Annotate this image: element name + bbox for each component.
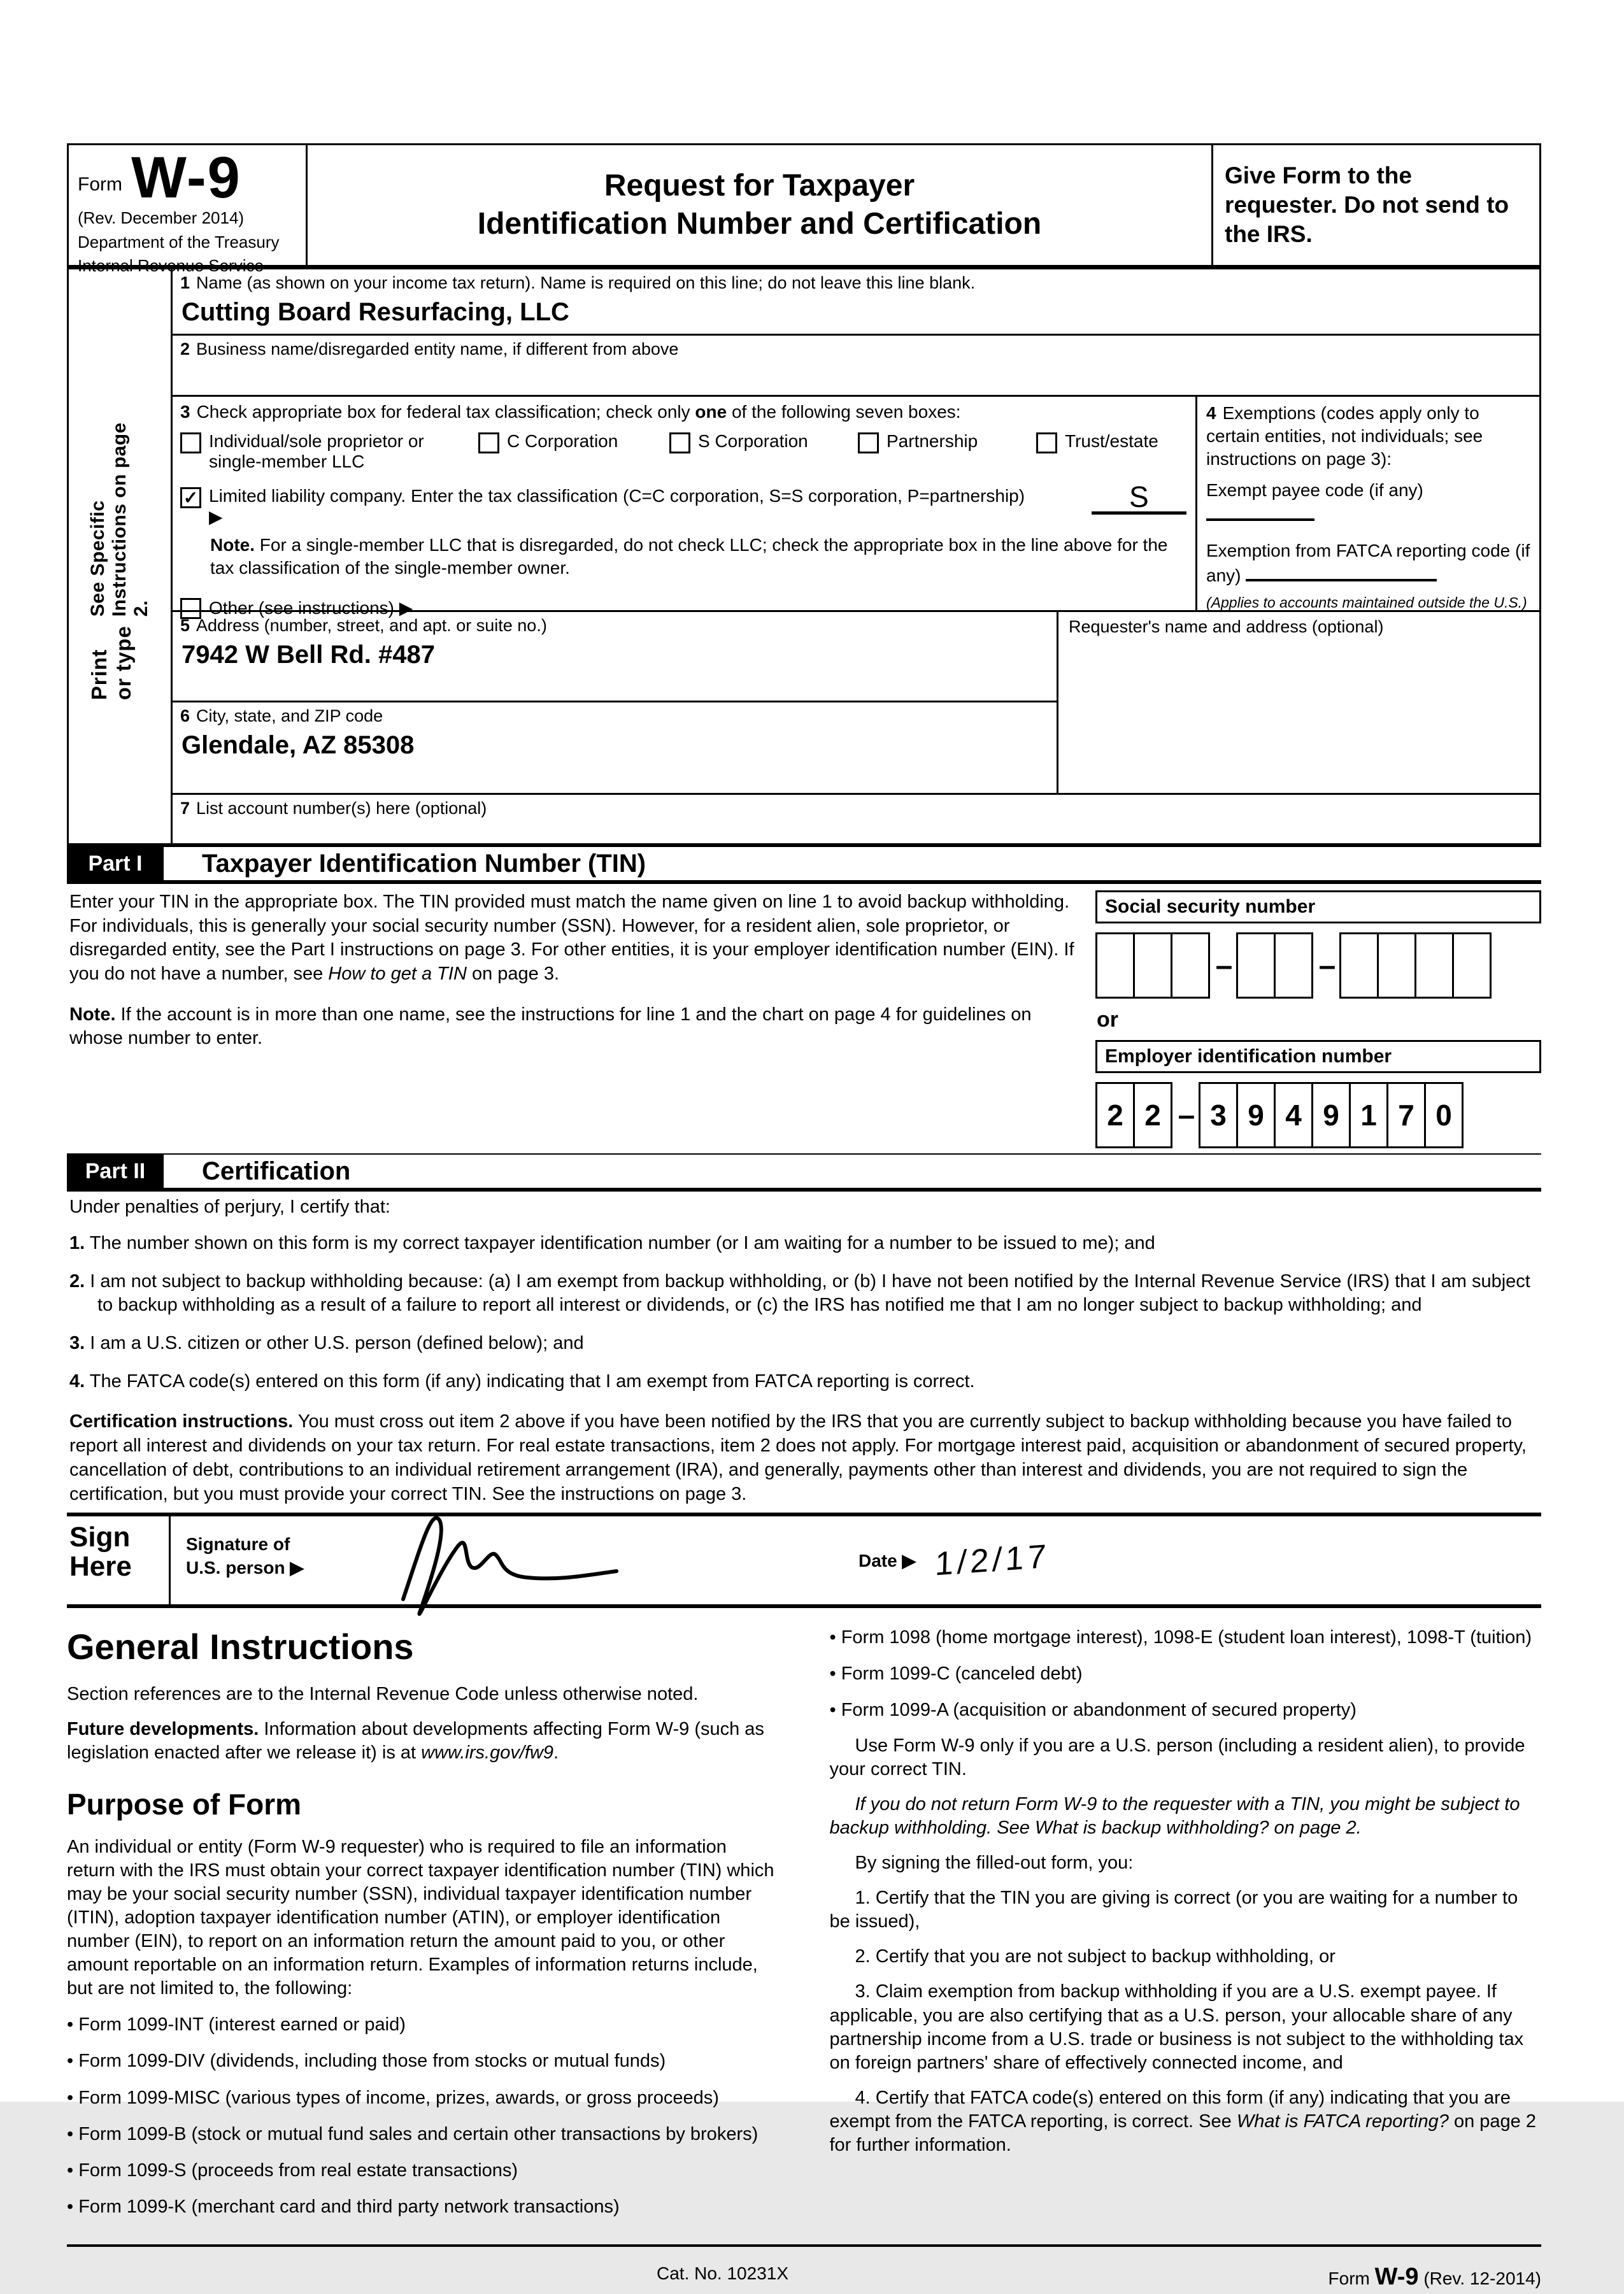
classification-row (173, 397, 1539, 618)
checkbox-trust-estate[interactable] (1036, 432, 1057, 453)
field-6-label: City, state, and ZIP code (196, 706, 383, 725)
ein-cell[interactable]: 1 (1349, 1082, 1388, 1148)
signature-stroke (368, 1504, 661, 1625)
ein-cells (1095, 1082, 1541, 1148)
option-llc (180, 480, 1186, 527)
form-title-line1: Request for Taxpayer (604, 169, 915, 203)
certification-item-3: 3. I am a U.S. citizen or other U.S. person (defined below); and (69, 1333, 584, 1354)
requester-label: Requester's name and address (optional) (1069, 617, 1384, 636)
checkbox-c-corp[interactable] (478, 432, 499, 453)
llc-note: Note. For a single-member LLC that is disregarded, do not check LLC; check the appropriate box in the line above for the tax classification of the single-member owner. (210, 535, 1168, 578)
give-form-text: Give Form to the requester. Do not send to the IRS. (1225, 162, 1509, 248)
tin-boxes (1095, 890, 1541, 1148)
general-instructions (67, 1626, 1541, 2247)
use-form-paragraph: Use Form W-9 only if you are a U.S. person (including a resident alien), to provide your correct TIN. (829, 1735, 1525, 1779)
signing-item-2: 2. Certify that you are not subject to backup withholding, or (855, 1946, 1336, 1967)
ssn-dash: – (1318, 948, 1336, 983)
name-input[interactable]: Cutting Board Resurfacing, LLC (182, 298, 569, 326)
ein-cell[interactable]: 3 (1199, 1082, 1238, 1148)
part1-paragraph: Enter your TIN in the appropriate box. The TIN provided must match the name given on line 1 to avoid backup withholding. For individuals, this is generally your social security number (SSN). However, for a resident alien, sole proprietor, or disregarded entity, see the Part I instructions on page 3. For other entities, it is your employer identification number (EIN). If you do not have a number, see How to get a TIN on page 3. (69, 892, 1074, 985)
part1-bar (67, 846, 1541, 884)
form-number: W-9 (131, 145, 241, 210)
checkbox-partnership[interactable] (858, 432, 879, 453)
part1-note: Note. If the account is in more than one name, see the instructions for line 1 and the chart on page 4 for guidelines on whose number to enter. (69, 1004, 1032, 1049)
bullet-1099-s: • Form 1099-S (proceeds from real estate transactions) (67, 2160, 518, 2181)
part2-title: Certification (202, 1157, 351, 1185)
field-name-row (173, 269, 1539, 336)
date-field[interactable]: 1/2/17 (934, 1537, 1051, 1583)
ssn-cell[interactable] (1171, 932, 1210, 999)
requester-box[interactable] (1057, 612, 1539, 793)
signing-item-3: 3. Claim exemption from backup withholding if you are a U.S. exempt payee. If applicable, you are also certifying that as a U.S. person, your allocable share of any partnership income from a U.S. trade or business is not subject to the withholding tax on foreign partners' share of effectively connected income, and (829, 1981, 1524, 2073)
certification-item-4: 4. The FATCA code(s) entered on this form (if any) indicating that I am exempt from FATCA reporting is correct. (69, 1371, 975, 1392)
ein-cell[interactable]: 9 (1311, 1082, 1351, 1148)
ssn-cell[interactable] (1236, 932, 1276, 999)
address-rows (173, 612, 1539, 795)
checkbox-s-corp[interactable] (669, 432, 690, 453)
fields-column (173, 269, 1539, 843)
instructions-left-column (67, 1626, 779, 2219)
exempt-payee-label: Exempt payee code (if any) (1206, 480, 1423, 501)
form-id-block (69, 145, 306, 276)
option-partnership-label: Partnership (887, 431, 978, 451)
field-2-label: Business name/disregarded entity name, if different from above (196, 339, 679, 359)
certification-item-2: 2. I am not subject to backup withholding because: (a) I am exempt from backup withholding, or (b) I have not been notified by the Internal Revenue Service (IRS) that I am subject to backup withholding as a result of a failure to report all interest or dividends, or (c) the IRS has notified me that I am no longer subject to backup withholding; and (69, 1271, 1530, 1316)
signing-item-1: 1. Certify that the TIN you are giving is correct (or you are waiting for a number to be issued), (829, 1888, 1518, 1932)
fatca-applies-note: (Applies to accounts maintained outside the U.S.) (1206, 594, 1527, 611)
field-1-label: Name (as shown on your income tax return). Name is required on this line; do not leave this line blank. (196, 273, 976, 292)
part1-tag: Part I (67, 847, 164, 880)
ssn-cell[interactable] (1133, 932, 1172, 999)
option-c-corp (478, 431, 669, 472)
bullet-1099-div: • Form 1099-DIV (dividends, including those from stocks or mutual funds) (67, 2051, 666, 2072)
option-llc-label: Limited liability company. Enter the tax classification (C=C corporation, S=S corporation, P=partnership) ▶ (209, 486, 1025, 527)
bullet-1099-misc: • Form 1099-MISC (various types of income, prizes, awards, or gross proceeds) (67, 2087, 719, 2108)
checkbox-llc[interactable]: ✓ (180, 487, 201, 508)
exemptions-block (1195, 397, 1539, 610)
field-7-label: List account number(s) here (optional) (196, 799, 487, 818)
business-name-input[interactable] (182, 364, 1532, 395)
sign-here-label: Sign Here (67, 1516, 171, 1604)
classification-heading: Check appropriate box for federal tax classification; check only (196, 402, 695, 422)
form-word: Form (78, 173, 122, 195)
form-header (67, 143, 1541, 276)
ssn-cell[interactable] (1339, 932, 1379, 999)
certification-item-1: 1. The number shown on this form is my correct taxpayer identification number (or I am waiting for a number to be issued to me); and (69, 1233, 1155, 1253)
field-address-row (173, 612, 1057, 702)
option-trust-estate-label: Trust/estate (1065, 431, 1158, 451)
form-department: Department of the Treasury (78, 232, 280, 252)
date-label: Date ▶ (858, 1550, 916, 1571)
ein-cell[interactable]: 9 (1236, 1082, 1276, 1148)
address-input[interactable]: 7942 W Bell Rd. #487 (182, 641, 435, 669)
option-individual (180, 431, 478, 472)
bullet-1099-int: • Form 1099-INT (interest earned or paid) (67, 2014, 406, 2035)
part2-tag: Part II (67, 1155, 164, 1188)
give-form-block (1213, 145, 1539, 265)
signature-field[interactable] (362, 1516, 718, 1604)
ein-dash: – (1178, 1098, 1195, 1132)
form-title-line2: Identification Number and Certification (477, 207, 1042, 241)
ein-cell[interactable]: 2 (1133, 1082, 1172, 1148)
field-2-number: 2 (180, 339, 190, 359)
ein-label: Employer identification number (1095, 1040, 1541, 1073)
or-label: or (1097, 1008, 1118, 1032)
bullet-1099-k: • Form 1099-K (merchant card and third party network transactions) (67, 2196, 620, 2217)
ein-cell[interactable]: 2 (1095, 1082, 1135, 1148)
bullet-1099-a: • Form 1099-A (acquisition or abandonment of secured property) (829, 1700, 1357, 1721)
classification-block: 3 Check appropriate box for federal tax classification; check only one of the following seven boxes: Individual/sole proprietor or single-member LLC C Corporation S Corporation Partnership Trust/estate ✓ Limited liability company. Enter the tax classification (C=C corporation, S=S corporation, P=partnership) ▶ S Note. For a single-member LLC that is disregarded, do not check LLC; check the appropriate box in the line above for the tax classification of the single-member owner. Other (see instructions) ▶ (173, 397, 1195, 610)
signing-item-4: 4. Certify that FATCA code(s) entered on this form (if any) indicating that you are exempt from the FATCA reporting, is correct. See What is FATCA reporting? on page 2 for further information. (829, 2087, 1536, 2156)
signature-of-label: Signature of U.S. person ▶ (186, 1534, 304, 1578)
option-trust-estate (1036, 431, 1186, 472)
future-developments: Future developments. Information about developments affecting Form W-9 (such as legislation enacted after we release it) is at www.irs.gov/fw9. (67, 1719, 764, 1763)
field-7-number: 7 (180, 799, 190, 818)
field-business-name-row (173, 336, 1539, 397)
part2-body (67, 1192, 1541, 1513)
section-references: Section references are to the Internal Revenue Code unless otherwise noted. (67, 1684, 699, 1705)
bullet-1099-b: • Form 1099-B (stock or mutual fund sales and certain other transactions by brokers) (67, 2123, 759, 2144)
ssn-cell[interactable] (1414, 932, 1454, 999)
sidebar-print-or-type: Print or type (87, 625, 135, 700)
footer-form-id: Form W-9 (Rev. 12-2014) (1328, 2263, 1541, 2290)
exempt-payee-code-input[interactable] (1206, 502, 1314, 521)
ein-cell[interactable]: 7 (1386, 1082, 1426, 1148)
ssn-label: Social security number (1095, 890, 1541, 923)
field-account-row (173, 795, 1539, 843)
field-6-number: 6 (180, 706, 190, 725)
by-signing-paragraph: By signing the filled-out form, you: (855, 1852, 1134, 1873)
form-agency: Internal Revenue Service (78, 256, 264, 276)
field-1-number: 1 (180, 273, 190, 292)
llc-tax-classification-input[interactable]: S (1092, 482, 1186, 515)
form-title-block (306, 145, 1213, 265)
instructions-right-column (830, 1626, 1542, 2219)
certification-intro: Under penalties of perjury, I certify that: (69, 1197, 390, 1217)
bullet-1099-c: • Form 1099-C (canceled debt) (829, 1664, 1083, 1685)
part1-body (67, 884, 1541, 1153)
field-5-number: 5 (180, 616, 190, 635)
field-3-number: 3 (180, 402, 190, 422)
fields-table (67, 269, 1541, 846)
part1-title: Taxpayer Identification Number (TIN) (202, 849, 646, 878)
general-instructions-title: General Instructions (67, 1627, 414, 1667)
part2-bar (67, 1153, 1541, 1192)
sidebar-strip (69, 269, 173, 843)
catalog-number: Cat. No. 10231X (657, 2263, 789, 2283)
checkbox-individual[interactable] (180, 432, 201, 453)
exemptions-intro: Exemptions (codes apply only to certain entities, not individuals; see instructions on page 3): (1206, 403, 1483, 469)
ein-cell[interactable]: 0 (1424, 1082, 1464, 1148)
option-partnership (858, 431, 1036, 472)
field-4-number: 4 (1206, 403, 1216, 423)
city-state-zip-input[interactable]: Glendale, AZ 85308 (182, 731, 415, 759)
option-s-corp-label: S Corporation (698, 431, 808, 451)
ssn-dash: – (1215, 948, 1233, 983)
option-individual-label: Individual/sole proprietor or single-member LLC (209, 431, 424, 471)
page-footer (67, 2263, 1541, 2294)
sign-here-row (67, 1513, 1541, 1608)
ssn-cell[interactable] (1274, 932, 1313, 999)
ssn-cell[interactable] (1377, 932, 1416, 999)
certification-instructions: Certification instructions. You must cross out item 2 above if you have been notified by the IRS that you are currently subject to backup withholding because you have failed to report all interest and dividends on your tax return. For real estate transactions, item 2 does not apply. For mortgage interest paid, acquisition or abandonment of secured property, cancellation of debt, contributions to an individual retirement arrangement (IRA), and generally, payments other than interest and dividends, you are not required to sign the certification, but you must provide your correct TIN. See the instructions on page 3. (69, 1411, 1527, 1504)
option-s-corp (669, 431, 858, 472)
ssn-cells (1095, 932, 1541, 999)
option-other-label: Other (see instructions) ▶ (209, 597, 413, 618)
date-block (858, 1516, 1050, 1604)
purpose-paragraph: An individual or entity (Form W-9 requester) who is required to file an information return with the IRS must obtain your correct taxpayer identification number (TIN) which may be your social security number (SSN), individual taxpayer identification number (ITIN), adoption taxpayer identification number (ATIN), or employer identification number (EIN), to report on an information return the amount paid to you, or other amount reportable on an information return. Examples of information returns include, but are not limited to, the following: (67, 1836, 774, 1999)
sidebar-see-instructions: See Specific Instructions on page 2. (87, 422, 152, 616)
fatca-code-input[interactable] (1246, 562, 1437, 581)
ssn-cell[interactable] (1095, 932, 1135, 999)
field-city-row (173, 702, 1057, 793)
part1-text (69, 890, 1095, 1148)
purpose-of-form-title: Purpose of Form (67, 1787, 302, 1821)
bullet-1098: • Form 1098 (home mortgage interest), 1098-E (student loan interest), 1098-T (tuition) (829, 1627, 1532, 1648)
ssn-cell[interactable] (1452, 932, 1492, 999)
if-not-return-paragraph: If you do not return Form W-9 to the requester with a TIN, you might be subject to backup withholding. See What is backup withholding? on page 2. (829, 1793, 1520, 1838)
option-c-corp-label: C Corporation (507, 431, 618, 451)
form-revision: (Rev. December 2014) (78, 208, 245, 227)
w9-form (67, 143, 1541, 2294)
fatca-label: Exemption from FATCA reporting code (if any) (1206, 541, 1530, 585)
field-5-label: Address (number, street, and apt. or suite no.) (196, 616, 547, 635)
ein-cell[interactable]: 4 (1274, 1082, 1313, 1148)
